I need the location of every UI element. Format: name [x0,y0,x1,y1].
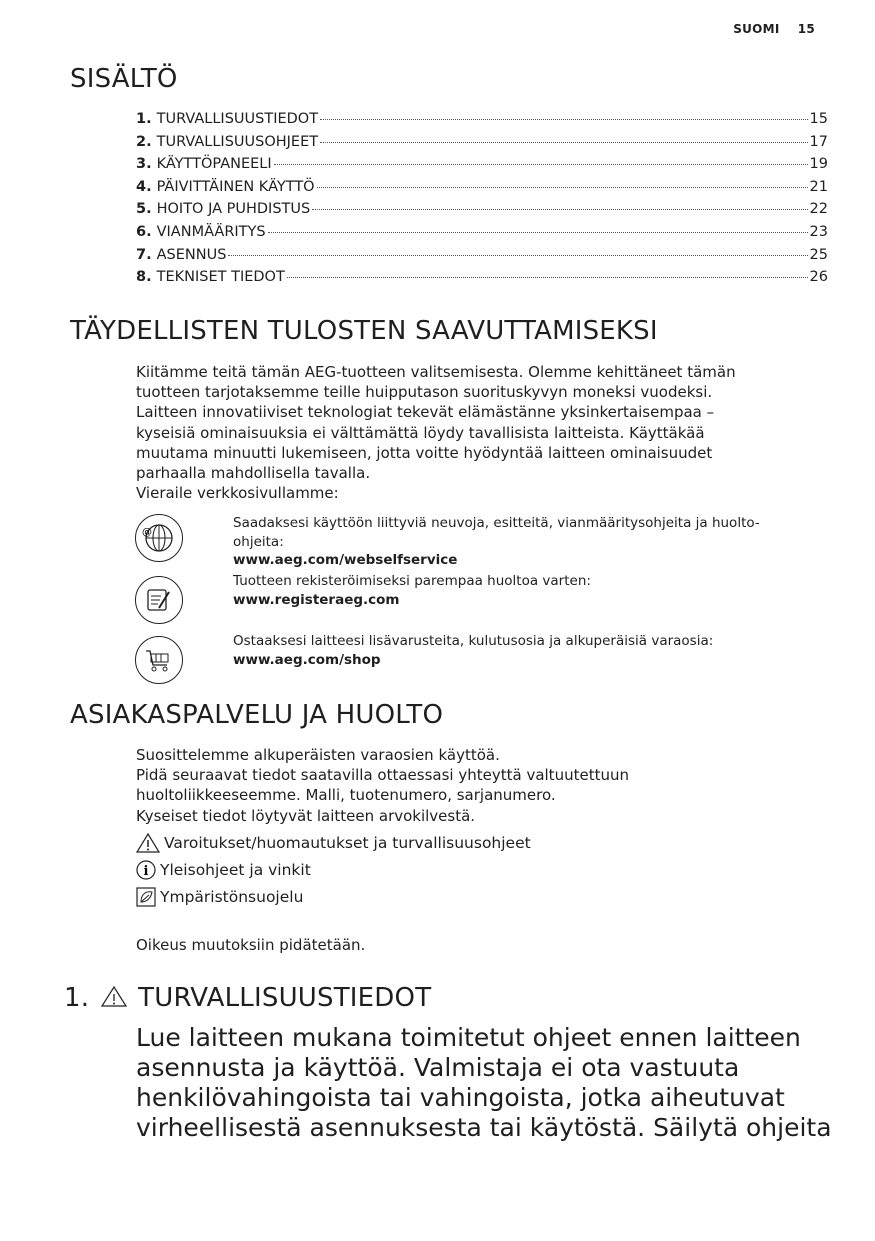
intro-title: TÄYDELLISTEN TULOSTEN SAAVUTTAMISEKSI [70,316,658,346]
globe-icon [135,514,183,562]
toc-number: 6. [136,223,152,240]
toc-page: 17 [809,133,828,150]
toc-page: 23 [809,223,828,240]
dot-leader [317,187,808,188]
toc-page: 15 [809,111,828,127]
register-link[interactable]: www.registeraeg.com [233,591,400,608]
dot-leader [312,209,807,210]
cart-icon [135,636,183,684]
intro-line: kyseisiä ominaisuuksia ei välttämättä löydy tavallisista laitteista. Käyttäkää [136,423,705,442]
toc-number: 3. [136,156,152,173]
section-1-heading [64,983,431,1013]
intro-text [136,362,816,503]
dot-leader [228,255,807,256]
legend-label: Ympäristönsuojelu [160,888,304,906]
disclaimer: Oikeus muutoksiin pidätetään. [136,936,366,954]
legend-item [136,860,311,880]
service-text [136,745,816,826]
dot-leader [320,142,807,143]
leaf-icon [136,887,156,907]
toc-label: ASENNUS [156,246,227,263]
toc-number: 8. [136,269,152,286]
svg-text:@: @ [142,527,152,538]
service-line: Kyseiset tiedot löytyvät laitteen arvokilvestä. [136,806,476,825]
link-description: Ostaaksesi laitteesi lisävarusteita, kulutusosia ja alkuperäisiä varaosia: [233,633,714,649]
link-description: Saadaksesi käyttöön liittyviä neuvoja, esitteitä, vianmääritysohjeita ja huolto- [233,515,760,531]
link-description: ohjeita: [233,533,284,550]
intro-line: Vieraile verkkosivullamme: [136,484,339,503]
service-line: Pidä seuraavat tiedot saatavilla ottaessasi yhteyttä valtuutettuun [136,766,629,785]
toc-number: 2. [136,133,152,150]
intro-line: parhaalla mahdollisella tavalla. [136,464,371,483]
toc-entry[interactable] [136,247,828,270]
toc-page: 19 [809,156,828,173]
section-line: henkilövahingoista tai vahingoista, jotka aiheutuvat [136,1083,785,1112]
webselfservice-link[interactable]: www.aeg.com/webselfservice [233,552,458,568]
dot-leader [268,232,808,233]
toc-entry[interactable] [136,134,828,157]
table-of-contents [136,111,828,292]
page-number: 15 [797,22,815,36]
toc-label: HOITO JA PUHDISTUS [156,201,311,218]
warning-icon [136,833,160,853]
section-line: Lue laitteen mukana toimitetut ohjeet ennen laitteen [136,1023,801,1052]
legend-label: Varoitukset/huomautukset ja turvallisuusohjeet [164,834,531,852]
section-line: asennusta ja käyttöä. Valmistaja ei ota vastuuta [136,1053,740,1082]
toc-entry[interactable] [136,201,828,224]
toc-page: 25 [809,246,828,263]
dot-leader [287,277,808,278]
toc-label: PÄIVITTÄINEN KÄYTTÖ [156,178,315,195]
register-icon [135,576,183,624]
legend-label: Yleisohjeet ja vinkit [160,861,311,879]
toc-entry[interactable] [136,111,828,134]
language-label: SUOMI [733,22,780,36]
toc-number: 5. [136,201,152,218]
toc-label: KÄYTTÖPANEELI [156,156,272,173]
service-line: Suosittelemme alkuperäisten varaosien käyttöä. [136,746,500,764]
toc-entry[interactable] [136,179,828,202]
section-title: TURVALLISUUSTIEDOT [138,983,432,1013]
toc-entry[interactable] [136,224,828,247]
toc-label: TURVALLISUUSTIEDOT [156,111,319,127]
service-line: huoltoliikkeeseemme. Malli, tuotenumero, sarjanumero. [136,786,556,805]
intro-line: muutama minuutti lukemiseen, jotta voitte hyödyntää laitteen ominaisuudet [136,443,713,462]
intro-line: Laitteen innovatiiviset teknologiat tekevät elämästänne yksinkertaisempaa – [136,403,715,422]
link-description: Tuotteen rekisteröimiseksi parempaa huoltoa varten: [233,573,591,589]
toc-label: TURVALLISUUSOHJEET [156,133,319,150]
toc-page: 26 [809,269,828,286]
page-header [715,22,815,36]
toc-label: VIANMÄÄRITYS [156,223,266,240]
dot-leader [320,119,807,120]
warning-icon [100,985,128,1007]
service-title: ASIAKASPALVELU JA HUOLTO [70,700,444,730]
intro-line: Kiitämme teitä tämän AEG-tuotteen valitsemisesta. Olemme kehittäneet tämän [136,363,736,381]
info-icon [136,860,156,880]
toc-number: 4. [136,178,152,195]
toc-entry[interactable] [136,269,828,292]
section-line: virheellisestä asennuksesta tai käytöstä. Säilytä ohjeita [136,1113,832,1142]
toc-page: 21 [809,178,828,195]
legend-item [136,833,531,853]
toc-label: TEKNISET TIEDOT [156,269,285,286]
legend-item [136,887,303,907]
dot-leader [274,164,808,165]
shop-link[interactable]: www.aeg.com/shop [233,651,381,668]
svg-text:i: i [143,864,149,879]
intro-line: tuotteen tarjotaksemme teille huipputason suorituskyvyn moneksi vuodeksi. [136,383,713,402]
toc-number: 1. [136,111,152,127]
section-number: 1. [64,983,90,1013]
toc-entry[interactable] [136,156,828,179]
toc-title: SISÄLTÖ [70,64,178,94]
toc-page: 22 [809,201,828,218]
section-1-text [136,1023,836,1143]
toc-number: 7. [136,246,152,263]
